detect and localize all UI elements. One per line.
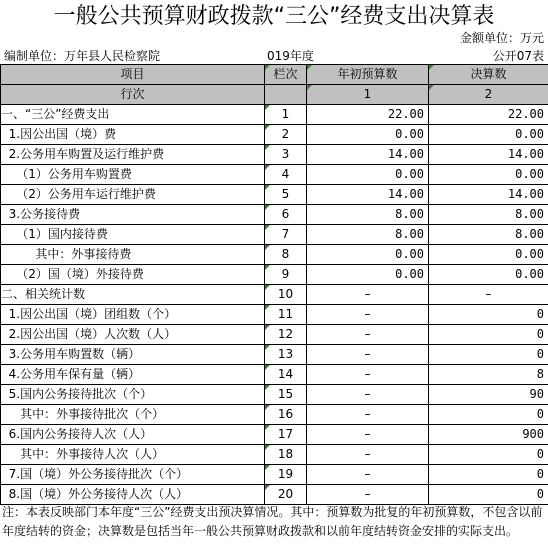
row-final-value: 90 <box>429 385 548 405</box>
header-line-no: 栏次 <box>265 65 307 85</box>
row-item-name: 4.公务用车保有量（辆） <box>1 365 265 385</box>
row-final-value: 0.00 <box>429 125 548 145</box>
row-budget-value: 0.00 <box>307 265 429 285</box>
table-row <box>1 365 548 385</box>
row-item-name: 二、相关统计数 <box>1 285 265 305</box>
organization-name: 编制单位：万年县人民检察院 <box>4 49 161 63</box>
row-line-no: 13 <box>265 345 307 365</box>
row-item-name: 3.公务用车购置数（辆） <box>1 345 265 365</box>
table-row <box>1 325 548 345</box>
row-item-name: 2.因公出国（境）人次数（人） <box>1 325 265 345</box>
row-budget-value: – <box>307 305 429 325</box>
row-budget-value: 0.00 <box>307 165 429 185</box>
row-budget-value: 14.00 <box>307 185 429 205</box>
row-item-name: （2）国（境）外接待费 <box>1 265 265 285</box>
row-budget-value: – <box>307 345 429 365</box>
row-final-value: 8.00 <box>429 225 548 245</box>
row-final-value: 0.00 <box>429 165 548 185</box>
row-budget-value: 8.00 <box>307 225 429 245</box>
row-line-no: 12 <box>265 325 307 345</box>
row-final-value: 0 <box>429 445 548 465</box>
row-line-no: 11 <box>265 305 307 325</box>
row-item-name: 1.因公出国（境）团组数（个） <box>1 305 265 325</box>
row-line-no: 16 <box>265 405 307 425</box>
row-budget-value: – <box>307 485 429 505</box>
row-item-name: 3.公务接待费 <box>1 205 265 225</box>
row-budget-value: – <box>307 285 429 305</box>
row-final-value: 0.00 <box>429 245 548 265</box>
row-budget-value: 14.00 <box>307 145 429 165</box>
footnote: 注：本表反映部门本年度“三公”经费支出预决算情况。其中：预算数为批复的年初预算数，不包含以前年度结转的资金；决算数是包括当年一般公共预算财政拨款和以前年度结转资金安排的实际支出。 <box>2 505 543 538</box>
row-line-no: 18 <box>265 445 307 465</box>
header-row-2 <box>1 85 548 105</box>
table-row <box>1 465 548 485</box>
row-line-no: 20 <box>265 485 307 505</box>
row-budget-value: – <box>307 385 429 405</box>
table-row <box>1 165 548 185</box>
amount-unit: 金额单位：万元 <box>459 31 544 45</box>
header-budget: 年初预算数 <box>307 65 429 85</box>
form-number: 公开07表 <box>492 49 544 63</box>
table-row <box>1 445 548 465</box>
row-line-no: 5 <box>265 185 307 205</box>
row-final-value: 8.00 <box>429 205 548 225</box>
row-budget-value: – <box>307 365 429 385</box>
table-row <box>1 205 548 225</box>
report-year: 019年度 <box>267 49 314 63</box>
table-row <box>1 185 548 205</box>
header-final: 决算数 <box>429 65 548 85</box>
row-final-value: 0 <box>429 345 548 365</box>
row-line-no: 15 <box>265 385 307 405</box>
header2-line-no <box>265 85 307 105</box>
row-budget-value: 0.00 <box>307 245 429 265</box>
row-item-name: 8.国（境）外公务接待人次（人） <box>1 485 265 505</box>
expenditure-table <box>0 64 548 505</box>
row-budget-value: – <box>307 425 429 445</box>
table-row <box>1 385 548 405</box>
row-line-no: 14 <box>265 365 307 385</box>
row-budget-value: 0.00 <box>307 125 429 145</box>
row-line-no: 3 <box>265 145 307 165</box>
row-budget-value: 8.00 <box>307 205 429 225</box>
row-item-name: （1）国内接待费 <box>1 225 265 245</box>
row-line-no: 10 <box>265 285 307 305</box>
row-final-value: 0.00 <box>429 265 548 285</box>
row-item-name: 其中：外事接待批次（个） <box>1 405 265 425</box>
row-final-value: 0 <box>429 305 548 325</box>
page-title: 一般公共预算财政拨款“三公”经费支出决算表 <box>53 4 495 29</box>
row-item-name: 其中：外事接待人次（人） <box>1 445 265 465</box>
row-item-name: （1）公务用车购置费 <box>1 165 265 185</box>
table-row <box>1 245 548 265</box>
header-item: 项目 <box>1 65 265 85</box>
row-budget-value: 22.00 <box>307 105 429 125</box>
row-final-value: 0 <box>429 465 548 485</box>
table-row <box>1 265 548 285</box>
row-budget-value: – <box>307 465 429 485</box>
row-line-no: 2 <box>265 125 307 145</box>
row-final-value: 8 <box>429 365 548 385</box>
table-row <box>1 485 548 505</box>
table-row <box>1 125 548 145</box>
row-final-value: 0 <box>429 325 548 345</box>
table-row <box>1 145 548 165</box>
row-item-name: 6.国内公务接待人次（人） <box>1 425 265 445</box>
row-final-value: 14.00 <box>429 185 548 205</box>
header2-final: 2 <box>429 85 548 105</box>
table-row <box>1 105 548 125</box>
row-final-value: 22.00 <box>429 105 548 125</box>
row-item-name: 1.因公出国（境）费 <box>1 125 265 145</box>
row-item-name: 其中：外事接待费 <box>1 245 265 265</box>
table-row <box>1 225 548 245</box>
row-line-no: 8 <box>265 245 307 265</box>
row-item-name: 5.国内公务接待批次（个） <box>1 385 265 405</box>
row-budget-value: – <box>307 325 429 345</box>
row-final-value: 14.00 <box>429 145 548 165</box>
row-item-name: 2.公务用车购置及运行维护费 <box>1 145 265 165</box>
row-item-name: 一、“三公”经费支出 <box>1 105 265 125</box>
row-line-no: 4 <box>265 165 307 185</box>
row-final-value: 0 <box>429 485 548 505</box>
header-row <box>1 65 548 85</box>
row-line-no: 17 <box>265 425 307 445</box>
row-line-no: 7 <box>265 225 307 245</box>
row-budget-value: – <box>307 445 429 465</box>
row-final-value: 0 <box>429 405 548 425</box>
table-row <box>1 305 548 325</box>
row-item-name: 7.国（境）外公务接待批次（个） <box>1 465 265 485</box>
table-row <box>1 345 548 365</box>
row-line-no: 19 <box>265 465 307 485</box>
row-line-no: 6 <box>265 205 307 225</box>
table-row <box>1 405 548 425</box>
row-item-name: （2）公务用车运行维护费 <box>1 185 265 205</box>
row-final-value: 900 <box>429 425 548 445</box>
header2-item: 行次 <box>1 85 265 105</box>
header2-budget: 1 <box>307 85 429 105</box>
row-final-value: – <box>429 285 548 305</box>
row-line-no: 1 <box>265 105 307 125</box>
row-line-no: 9 <box>265 265 307 285</box>
table-row <box>1 425 548 445</box>
table-row <box>1 285 548 305</box>
row-budget-value: – <box>307 405 429 425</box>
